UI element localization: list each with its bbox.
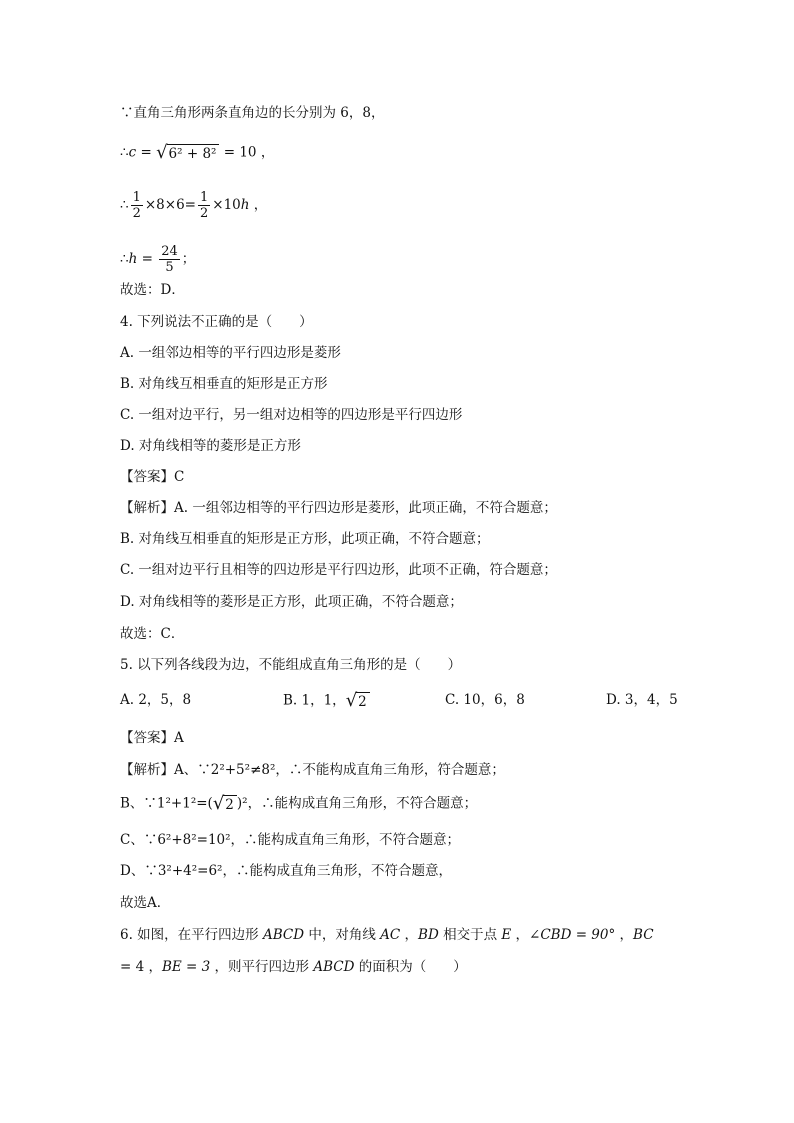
q4-analysis-c: C. 一组对边平行且相等的四边形是平行四边形，此项不正确，符合题意； [120, 562, 557, 578]
solution-line-4: ∴h = $\frac{24}{5}$ ； [120, 244, 196, 275]
q4-analysis-a: 【解析】A. 一组邻边相等的平行四边形是菱形，此项正确，不符合题意； [120, 500, 557, 516]
q5-option-c: C. 10，6，8 [445, 692, 525, 708]
q4-option-c: C. 一组对边平行，另一组对边相等的四边形是平行四边形 [120, 407, 463, 423]
q5-analysis-b: B、∵1²+1²=( √ 2 )²，∴能构成直角三角形，不符合题意； [120, 793, 478, 814]
q5-analysis-c: C、∵6²+8²=10²，∴能构成直角三角形，不符合题意； [120, 832, 461, 848]
q5-option-d: D. 3，4，5 [606, 692, 678, 708]
q4-answer: 【答案】C [120, 469, 185, 485]
q5-option-a: A. 2，5，8 [120, 692, 192, 708]
q4-stem: 4. 下列说法不正确的是（ ） [120, 314, 313, 330]
q4-option-a: A. 一组邻边相等的平行四边形是菱形 [120, 345, 341, 361]
solution-line-2: ∴c = √ 6² + 8² = 10 ， [120, 142, 275, 163]
fraction-24-5: $\frac{24}{5}$ [161, 244, 178, 275]
q4-analysis-d: D. 对角线相等的菱形是正方形，此项正确，不符合题意； [120, 594, 463, 610]
solution-line-3: ∴ $\frac{1}{2}$ ×8×6= $\frac{1}{2}$ ×10h ， [120, 190, 268, 221]
q4-conclusion: 故选：C． [120, 626, 185, 642]
solution-line-1: ∵直角三角形两条直角边的长分别为 6，8， [120, 105, 385, 121]
sqrt-two-analysis: √ 2 [213, 794, 237, 814]
q5-analysis-a: 【解析】A、∵2²+5²≠8²，∴不能构成直角三角形，符合题意； [120, 762, 505, 778]
q4-analysis-b: B. 对角线互相垂直的矩形是正方形，此项正确，不符合题意； [120, 531, 490, 547]
q5-stem: 5. 以下列各线段为边，不能组成直角三角形的是（ ） [120, 657, 462, 673]
solution-conclusion: 故选：D． [120, 282, 185, 298]
q6-stem-line-1: 6. 如图，在平行四边形 ABCD 中，对角线 AC ，BD 相交于点 E ，∠CBD = 90° ，BC [120, 927, 654, 943]
q6-stem-line-2: = 4 ，BE = 3 ，则平行四边形 ABCD 的面积为（ ） [120, 959, 467, 975]
q5-analysis-d: D、∵3²+4²=6²，∴能构成直角三角形，不符合题意， [120, 863, 452, 879]
q5-conclusion: 故选A． [120, 895, 171, 911]
q5-option-b: B. 1，1， √ 2 [283, 691, 370, 711]
var-c: c [128, 144, 137, 161]
sqrt-two: √ 2 [346, 691, 370, 711]
sqrt-expression: √ 6² + 8² [156, 143, 219, 163]
q4-option-d: D. 对角线相等的菱形是正方形 [120, 438, 301, 454]
q5-answer: 【答案】A [120, 730, 184, 746]
q4-option-b: B. 对角线互相垂直的矩形是正方形 [120, 376, 328, 392]
fraction-half-1: $\frac{1}{2}$ [132, 190, 141, 221]
fraction-half-2: $\frac{1}{2}$ [200, 190, 209, 221]
